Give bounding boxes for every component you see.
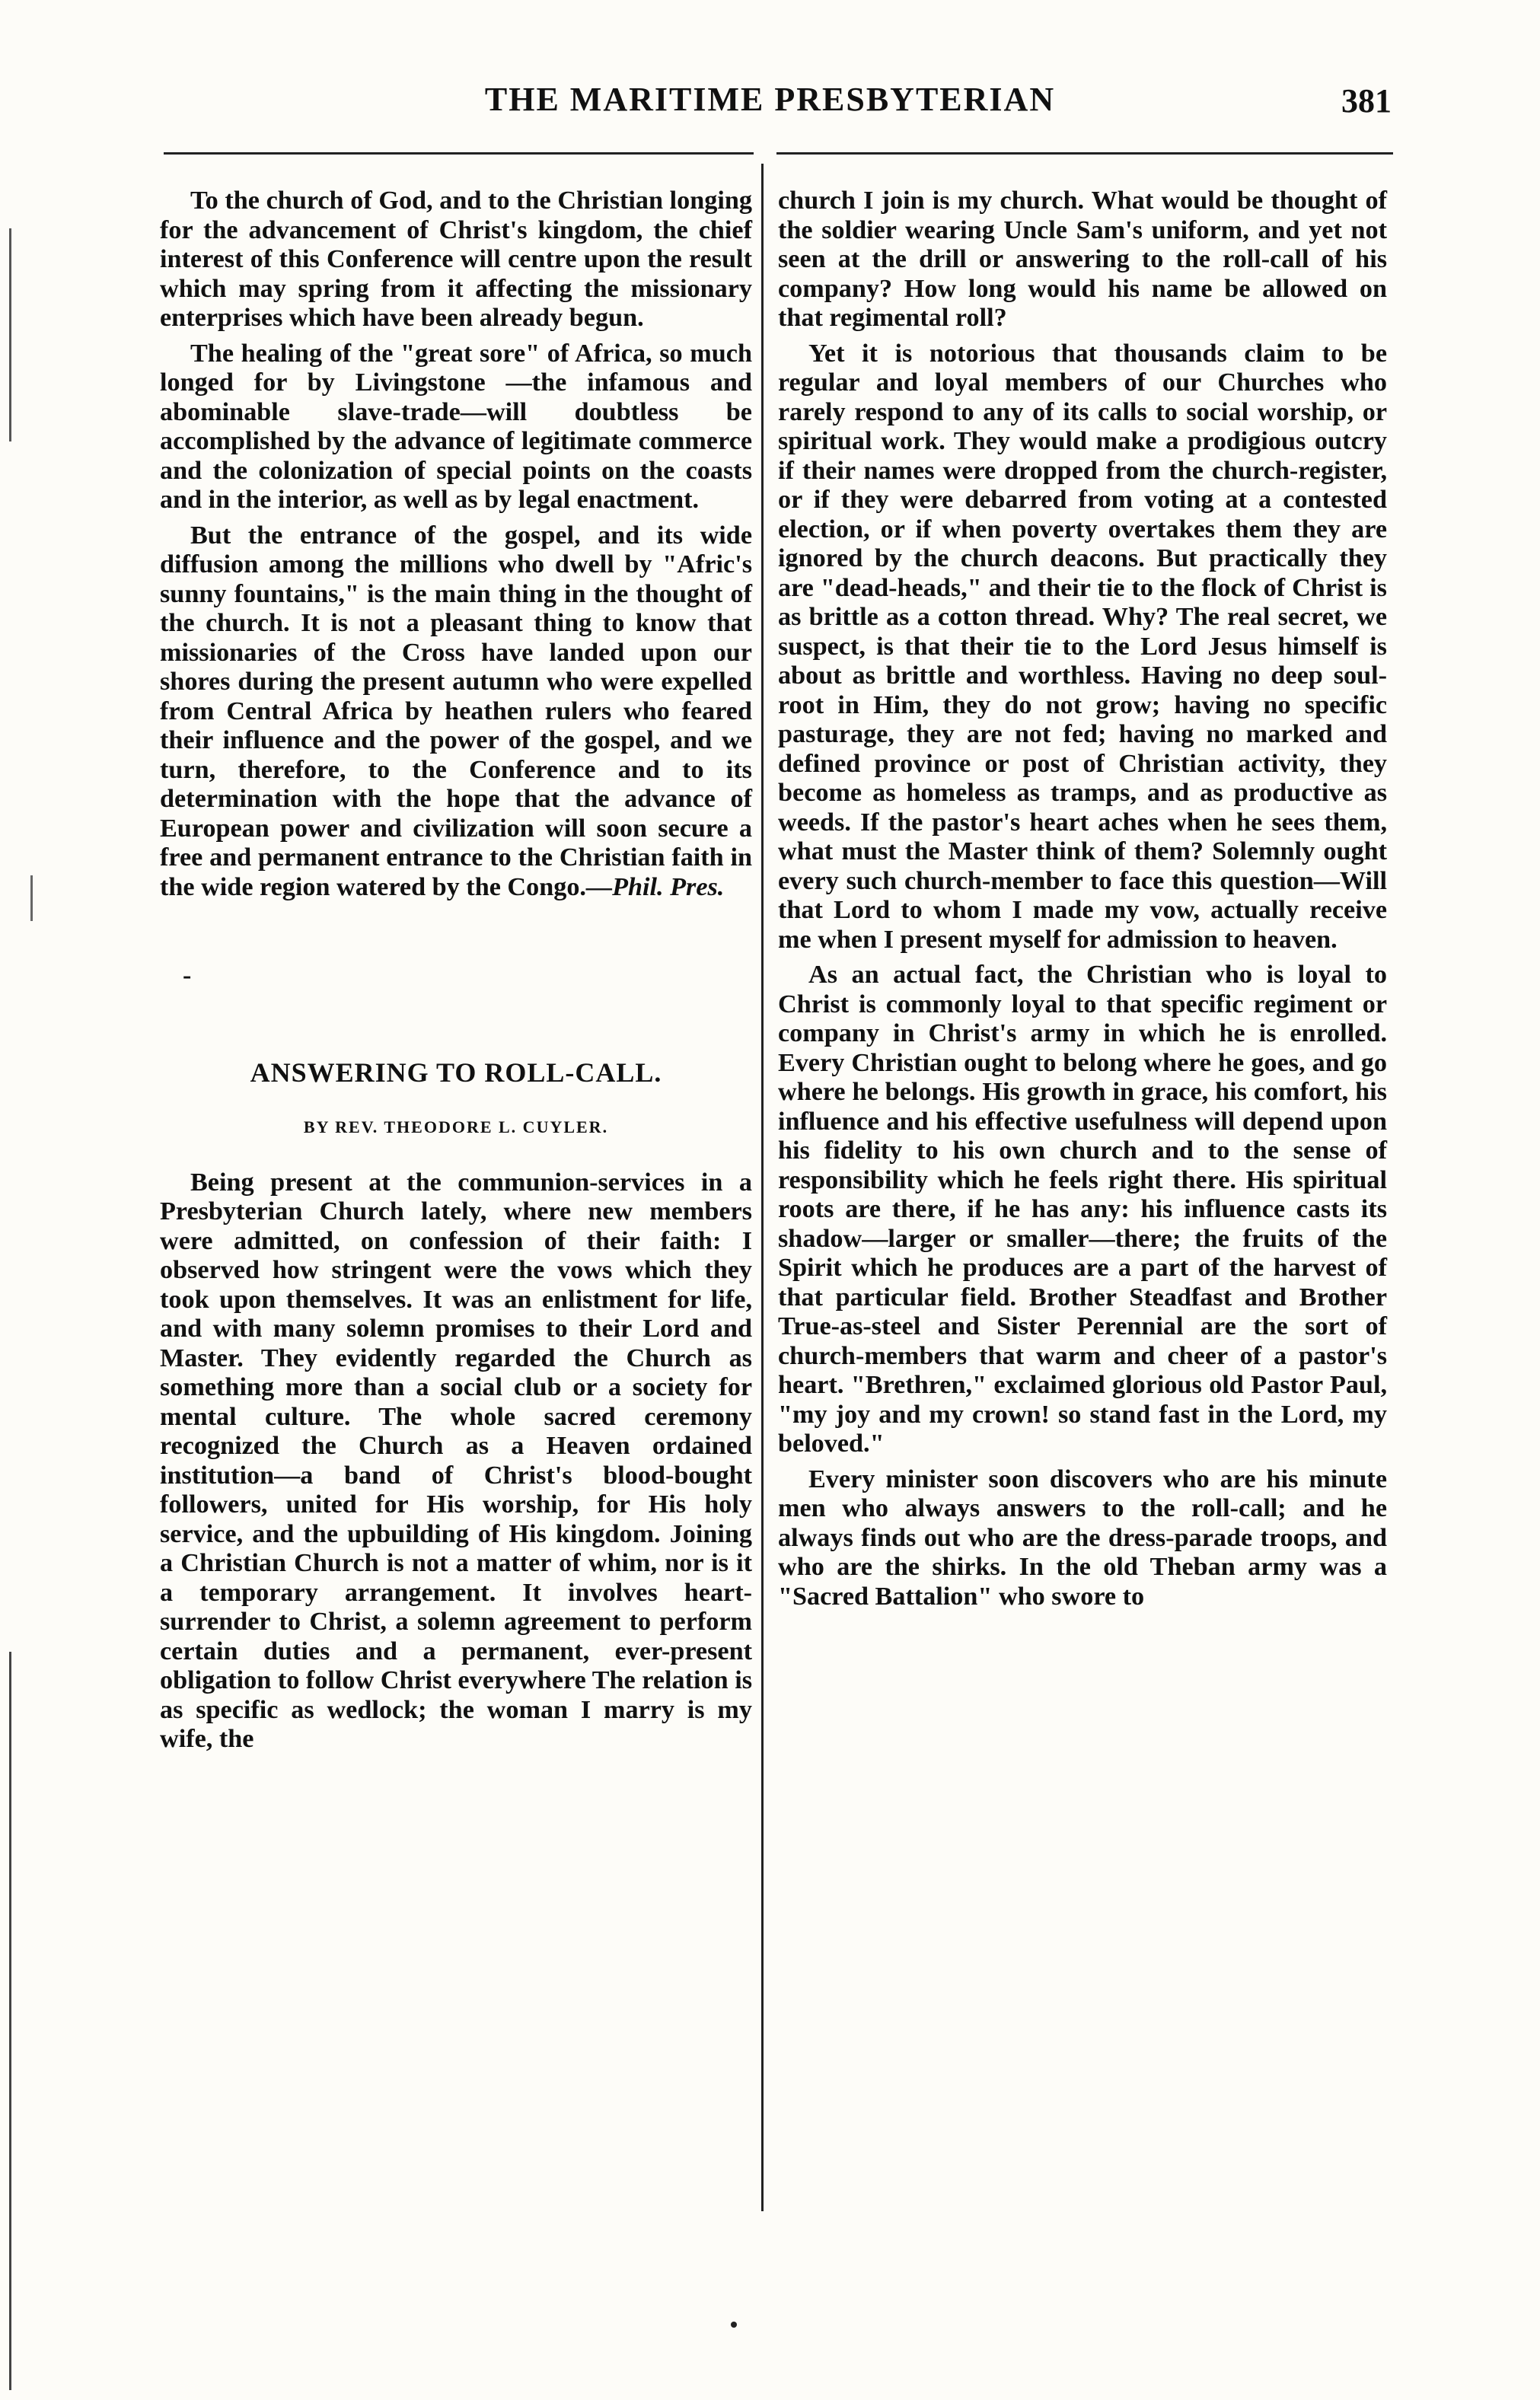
journal-title: THE MARITIME PRESBYTERIAN	[484, 81, 1056, 118]
scan-speck	[731, 2322, 737, 2328]
paragraph: Yet it is notorious that thousands claim to be regular and loyal members of our Churches who rarely respond to any of its calls to social worship, or spiritual work. They would make a prodigious outcry if their names were dropped from the church-register, or if they were debarred from voting at a contested election, or if when poverty overtakes them they are ignored by the church deacons. But practically they are "dead-heads," and their tie to the flock of Christ is as brittle as a cotton thread. Why? The real secret, we suspect, is that their tie to the Lord Jesus himself is about as brittle and worthless. Having no deep soul-root in Him, they do not grow; having no specific pasturage, they are not fed; having no marked and defined province or post of Christian activity, they become as homeless as tramps, and as productive as weeds. If the pastor's heart aches when he sees them, what must the Master think of them? Solemnly ought every such church-member to face this question—Will that Lord to whom I made my vow, actually receive me when I present myself for admission to heaven.	[778, 339, 1387, 954]
source-citation: —Phil. Pres.	[585, 872, 725, 901]
article-title: ANSWERING TO ROLL-CALL.	[250, 1057, 662, 1088]
header-rule-left	[164, 152, 754, 155]
left-column	[160, 186, 752, 1761]
paragraph: The healing of the "great sore" of Africa, so much longed for by Livingstone —the infamous and abominable slave-trade—will doubtless be accomplished by the advance of legitimate commerce and the colonization of special points on the coasts and in the interior, as well as by legal enactment.	[160, 339, 752, 514]
paragraph	[160, 521, 752, 903]
section-separator: -	[183, 961, 192, 990]
paragraph: Being present at the communion-services in a Presbyterian Church lately, where new members were admitted, on confession of their faith: I observed how stringent were the vows which they took upon themselves. It was an enlistment for life, and with many solemn promises to their Lord and Master. They evidently regarded the Church as something more than a social club or a society for mental culture. The whole sacred ceremony recognized the Church as a Heaven ordained institution—a band of Christ's blood-bought followers, united for His worship, for His holy service, and the upbuilding of His kingdom. Joining a Christian Church is not a matter of whim, nor is it a temporary arrangement. It involves heart-surrender to Christ, a solemn agreement to perform certain duties and a permanent, ever-present obligation to follow Christ everywhere The relation is as specific as wedlock; the woman I marry is my wife, the	[160, 1168, 752, 1753]
header-rule-right	[776, 152, 1393, 155]
paragraph: church I join is my church. What would be thought of the soldier wearing Uncle Sam's uniform, and yet not seen at the drill or answering to the roll-call of his company? How long would his name be allowed on that regimental roll?	[778, 186, 1387, 332]
paragraph: To the church of God, and to the Christian longing for the advancement of Christ's kingdom, the chief interest of this Conference will centre upon the result which may spring from it affecting the missionary enterprises which have been already begun.	[160, 186, 752, 332]
column-divider	[761, 164, 764, 2211]
right-column	[778, 186, 1387, 1618]
page-number: 381	[1341, 82, 1392, 120]
paragraph: Every minister soon discovers who are his minute men who always answers to the roll-call; and he always finds out who are the dress-parade troops, and who are the shirks. In the old Theban army was a "Sacred Battalion" who swore to	[778, 1465, 1387, 1611]
article-byline: BY REV. THEODORE L. CUYLER.	[303, 1117, 609, 1136]
scan-margin-mark	[9, 228, 11, 441]
paragraph: As an actual fact, the Christian who is loyal to Christ is commonly loyal to that specific regiment or company in Christ's army in which he is enrolled. Every Christian ought to belong where he goes, and go where he belongs. His growth in grace, his comfort, his influence and his effective usefulness will depend upon his fidelity to his own church and to the sense of responsibility which he feels right there. His spiritual roots are there, if he has any: his influence casts its shadow—larger or smaller—there; the fruits of the Spirit which he produces are a part of the harvest of that particular field. Brother Steadfast and Brother True-as-steel and Sister Perennial are the sort of church-members that warm and cheer of a pastor's heart. "Brethren," exclaimed glorious old Pastor Paul, "my joy and my crown! so stand fast in the Lord, my beloved."	[778, 961, 1387, 1458]
scan-margin-mark	[9, 1652, 11, 2390]
page-header	[0, 80, 1540, 133]
paragraph-text: But the entrance of the gospel, and its wide diffusion among the millions who dwell by "Afric's sunny fountains," is the main thing in the thought of the church. It is not a pleasant thing to know that missionaries of the Cross have landed upon our shores during the present autumn who were expelled from Central Africa by heathen rulers who feared their influence and the power of the gospel, and we turn, therefore, to the Conference and to its determination with the hope that the advance of European power and civilization will soon secure a free and permanent entrance to the Christian faith in the wide region watered by the Congo.	[160, 521, 752, 901]
scan-margin-mark	[30, 875, 33, 921]
